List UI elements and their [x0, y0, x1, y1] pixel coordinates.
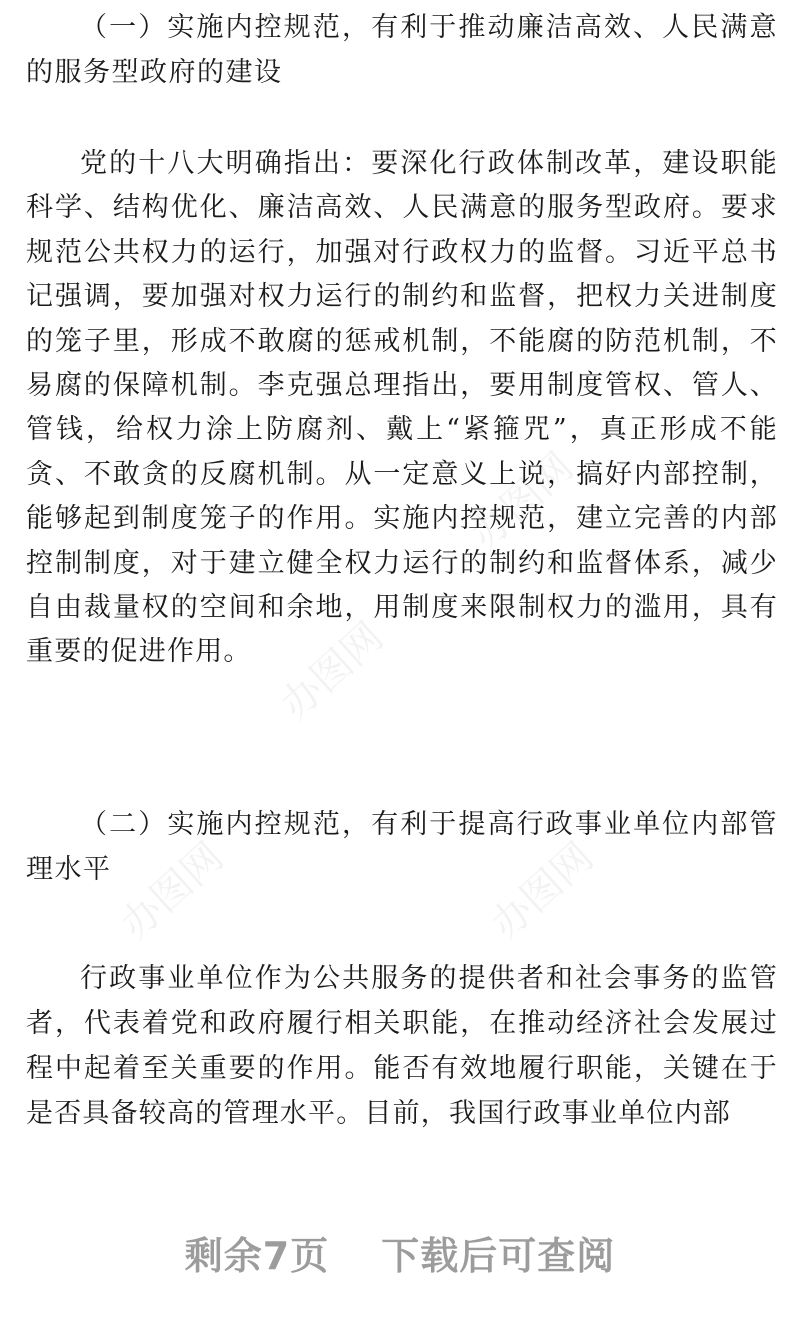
download-hint-text[interactable]: 下载后可查阅 [381, 1234, 616, 1278]
watermark: 办图网 [272, 613, 393, 729]
watermark: 办图网 [482, 833, 603, 949]
remaining-pages-text: 剩余7页 [184, 1234, 330, 1278]
section-heading-2: （二）实施内控规范，有利于提高行政事业单位内部管理水平 [26, 809, 778, 885]
body-paragraph-2: 行政事业单位作为公共服务的提供者和社会事务的监管者，代表着党和政府履行相关职能，在推动经济社会发展过程中起着至关重要的作用。能否有效地履行职能，关键在于是否具备较高的管理水平。目前，我国行政事业单位内部 [26, 963, 778, 1129]
watermark: 办图网 [462, 443, 583, 559]
section-heading-1: （一）实施内控规范，有利于推动廉洁高效、人民满意的服务型政府的建设 [26, 12, 778, 88]
download-banner[interactable] [0, 1225, 800, 1280]
watermark: 办图网 [112, 833, 233, 949]
body-paragraph-1: 党的十八大明确指出：要深化行政体制改革，建设职能科学、结构优化、廉洁高效、人民满意的服务型政府。要求规范公共权力的运行，加强对行政权力的监督。习近平总书记强调，要加强对权力运行的制约和监督，把权力关进制度的笼子里，形成不敢腐的惩戒机制，不能腐的防范机制，不易腐的保障机制。李克强总理指出，要用制度管权、管人、管钱，给权力涂上防腐剂、戴上“紧箍咒”，真正形成不能贪、不敢贪的反腐机制。从一定意义上说，搞好内部控制，能够起到制度笼子的作用。实施内控规范，建立完善的内部控制制度，对于建立健全权力运行的制约和监督体系，减少自由裁量权的空间和余地，用制度来限制权力的滥用，具有重要的促进作用。 [26, 148, 778, 668]
